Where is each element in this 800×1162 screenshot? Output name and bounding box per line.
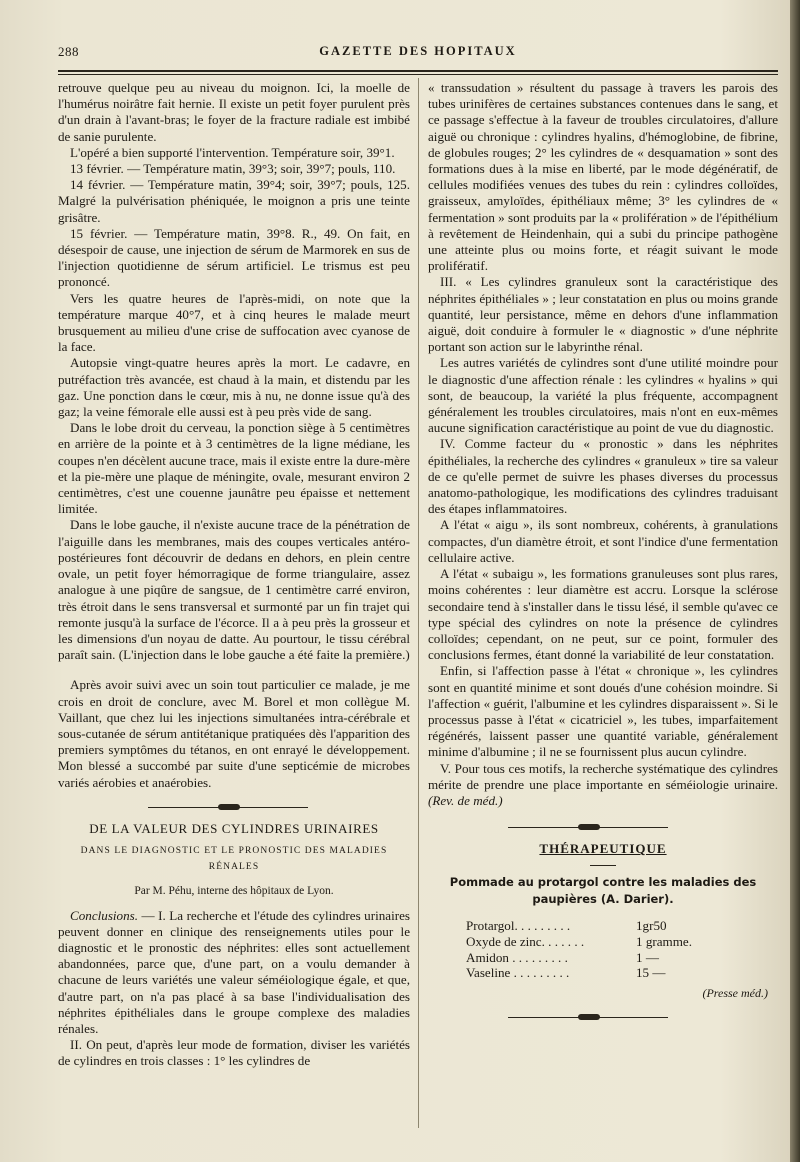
right-column [428, 80, 778, 1025]
paragraph: A l'état « subaigu », les formations granuleuses sont plus rares, moins cohérentes : leur diamètre est accru. Lorsque la sclérose secondaire tend à s'installer dans le tissu lésé, il semble qu'avec ce type spécial des cylindres on note la présence de cylindres colloïdes; cependant, on ne peut, sur ce point, formuler des conclusions fermes, étant donné la variabilité de leur constatation. [428, 566, 778, 663]
source-citation: (Presse méd.) [702, 985, 768, 1000]
page-number: 288 [58, 44, 79, 59]
header-rule-thin [58, 74, 778, 75]
section-ornament [428, 819, 778, 835]
journal-title: GAZETTE DES HOPITAUX [319, 44, 517, 58]
paragraph: Vers les quatre heures de l'après-midi, on note que la température marque 40°7, et à cinq heures le malade meurt brusquement au milieu d'une crise de suffocation avec cyanose de la face. [58, 290, 410, 355]
section-ornament [428, 1009, 778, 1025]
ingredient-qty: 15 — [636, 965, 666, 981]
left-column [58, 80, 410, 1070]
paragraph: V. Pour tous ces motifs, la recherche systématique des cylindres mérite de prendre une place importante en séméiologie urinaire. [428, 760, 778, 792]
paragraph: Enfin, si l'affection passe à l'état « chronique », les cylindres sont en quantité minime et sont doués d'une cohésion moindre. Si l'affection « guérit, l'albumine et les cylindres disparaissent ». Si le processus passe à l'état « cicatriciel », les tubes, imparfaitement régénérés, laissent passer une quantité variable, généralement minime d'albumine ; il ne se fournissent plus aucun cylindre. [428, 663, 778, 760]
page-edge-shadow [790, 0, 800, 1162]
paragraph: Après avoir suivi avec un soin tout particulier ce malade, je me crois en droit de conclure, avec M. Borel et mon collègue M. Vaillant, que chez lui les injections simultanées intra-cérébrale et sous-cutanée de sérum antitétanique pratiquées dès l'apparition des premiers symptômes du tétanos, en ont enrayé le développement. Mon blessé a succombé par suite d'une septicémie de microbes variés aérobies et anaérobies. [58, 677, 410, 790]
article-subtitle: DANS LE DIAGNOSTIC ET LE PRONOSTIC DES MALADIES RÉNALES [80, 845, 388, 873]
ingredient-qty: 1 gramme. [636, 933, 692, 949]
paragraph: Les autres variétés de cylindres sont d'une utilité moindre pour le diagnostic d'une affection rénale : les cylindres « hyalins » qui sont, de beaucoup, la variété la plus fréquente, accompagnent généralement les troubles circulatoires, mais n'ont en eux-mêmes aucune signification caractéristique au point de vue du diagnostic. [428, 355, 778, 436]
formula-row [466, 965, 746, 981]
paragraph: « transsudation » résultent du passage à travers les parois des tubes urinifères de certaines substances contenues dans le sang, et ce passage s'effectue à la faveur de troubles circulatoires, d'allure aiguë ou chronique : cylindres hyalins, d'hémoglobine, de fibrine, de globules rouges; 2° les cylindres de « desquamation » sont des formations dues à la mise en liberté, par le mode dégénératif, de cellules modifiées venues des tubes du rein : cylindres colloïdes, graisseux, amyloïdes, épithéliaux même; 3° les cylindres de « fermentation » sont produits par la « prolifération » de l'épithélium à revêtement de Heindenhain, qui a subi du principe pathogène une atteinte plus ou moins forte, et réagit suivant le mode prolifératif. [428, 80, 778, 274]
formula-table [466, 918, 746, 980]
formula-row [466, 918, 746, 934]
section-ornament [58, 799, 410, 815]
paragraph: — I. La recherche et l'étude des cylindres urinaires peuvent donner en clinique des renseignements utiles pour le diagnostic et le pronostic des néphrites: elles sont actuellement abandonnées, parce que, d'une part, on a voulu demander à chacune de leurs variétés une valeur séméiologique égale, et que, d'autre part, on n'a pas placé à sa base l'individualisation des néphrites épithéliales dans le groupe complexe des maladies rénales. [58, 907, 410, 1036]
paragraph: L'opéré a bien supporté l'intervention. Température soir, 39°1. [70, 144, 395, 160]
source-citation: (Rev. de méd.) [428, 792, 503, 808]
paragraph: A l'état « aigu », ils sont nombreux, cohérents, à granulations compactes, d'un diamètre étroit, et sont l'indice d'une fermentation cellulaire active. [428, 517, 778, 565]
formula-row [466, 934, 746, 950]
ingredient-name: Amidon . . . . . . . . . [466, 949, 568, 965]
column-separator [418, 78, 419, 1128]
header-rule [58, 70, 778, 72]
paragraph: 14 février. — Température matin, 39°4; soir, 39°7; pouls, 125. Malgré la pulvérisation phéniquée, le moignon a pris une teinte grisâtre. [58, 177, 410, 225]
ingredient-name: Oxyde de zinc. . . . . . . [466, 933, 585, 949]
paragraph: retrouve quelque peu au niveau du moignon. Ici, la moelle de l'humérus noirâtre fait hernie. Il existe un petit foyer purulent près d'un drain à l'avant-bras; le foyer de la fracture radiale est imbibé de sanie purulente. [58, 80, 410, 144]
paragraph: III. « Les cylindres granuleux sont la caractéristique des néphrites épithéliales » ; leur constatation en plus ou moins grande quantité, leur persistance, même en dehors d'une inflammation aiguë, doit conduire à formuler le « diagnostic » d'une néphrite portant son action sur le labyrinthe rénal. [428, 274, 778, 355]
paragraph: IV. Comme facteur du « pronostic » dans les néphrites épithéliales, la recherche des cylindres « granuleux » tire sa valeur de ce qu'elle permet de suivre les phases diverses du processus anatomo-pathologique, les modifications des cylindres traduisant des étapes inflammatoires. [428, 436, 778, 517]
section-title: THÉRAPEUTIQUE [539, 841, 667, 857]
divider [590, 865, 616, 866]
formula-title: Pommade au protargol contre les maladies des paupières (A. Darier). [449, 875, 757, 907]
paragraph: Dans le lobe gauche, il n'existe aucune trace de la pénétration de l'aiguille dans les membranes, mais des coupes verticales antéro-postérieures font découvrir de dedans en dehors, en plein centre ovale, un petit foyer hémorragique de forme triangulaire, assez analogue à une piqûre de sangsue, de 1 centimètre carré environ, très étroit dans le sens transversal et surmonté par un fin trajet qui remonte jusqu'à la surface de l'écorce. Il a à peu près la grosseur et les dimensions d'un noyau de datte. Au pourtour, le tissu cérébral paraît sain. (L'injection dans le lobe gauche a été faite la première.) [58, 517, 410, 663]
paragraph: 15 février. — Température matin, 39°8. R., 49. On fait, en désespoir de cause, une injection de sérum de Marmorek en sus de l'injection quotidienne de sérum artificiel. Le trismus est peu prononcé. [58, 225, 410, 290]
paragraph: Autopsie vingt-quatre heures après la mort. Le cadavre, en putréfaction très avancée, est chaud à la main, et distendu par les gaz. Une ponction dans le cœur, mis à nu, ne donne issue qu'à des gaz; la veine fémorale elle aussi est à peu près vide de sang. [58, 355, 410, 420]
ingredient-name: Protargol. . . . . . . . . [466, 918, 571, 934]
conclusions-label: Conclusions. [70, 907, 139, 923]
ingredient-qty: 1gr50 [636, 918, 667, 934]
article-author: Par M. Péhu, interne des hôpitaux de Lyon. [134, 885, 334, 898]
paragraph: 13 février. — Température matin, 39°3; soir, 39°7; pouls, 110. [70, 161, 396, 177]
paragraph: II. On peut, d'après leur mode de formation, diviser les variétés de cylindres en trois classes : 1° les cylindres de [58, 1037, 410, 1069]
paragraph: Dans le lobe droit du cerveau, la ponction siège à 5 centimètres en arrière de la pointe et à 3 centimètres de la ligne médiane, les coupes n'en décèlent aucune trace, mais il existe entre la dure-mère et la pie-mère une plaque de méningite, ovale, mesurant environ 2 centimètres, c'est une couenne jaunâtre peu épaisse et nettement limitée. [58, 420, 410, 517]
page-header [58, 44, 778, 68]
ingredient-qty: 1 — [636, 949, 659, 965]
formula-row [466, 950, 746, 966]
article-title: DE LA VALEUR DES CYLINDRES URINAIRES [89, 820, 379, 836]
ingredient-name: Vaseline . . . . . . . . . [466, 965, 570, 981]
